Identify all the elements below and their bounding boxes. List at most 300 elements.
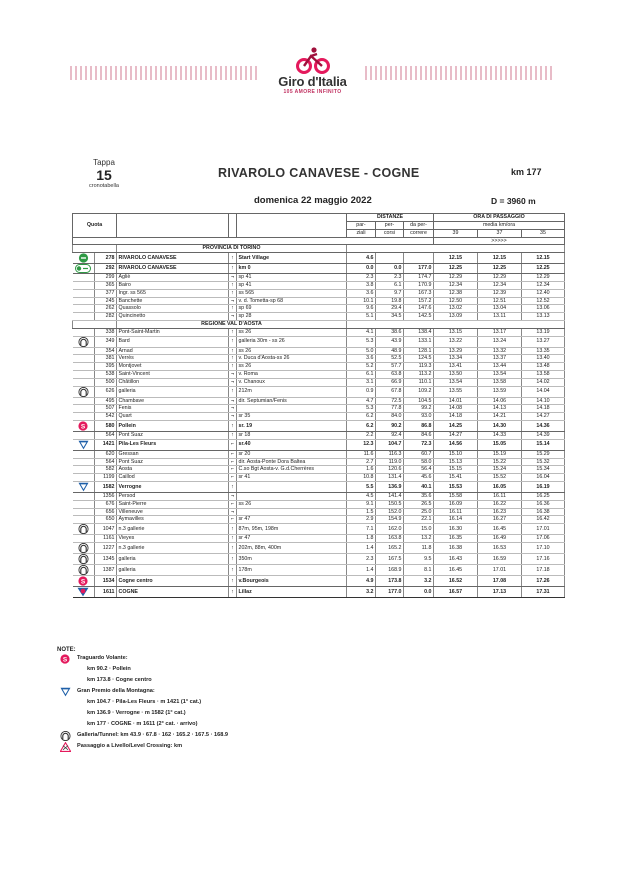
time-37: 12.34 <box>478 281 522 289</box>
time-35: 15.14 <box>522 439 565 450</box>
partial-km: 3.2 <box>347 586 376 597</box>
time-37: 13.24 <box>478 336 522 347</box>
road-info: sr 41 <box>237 474 347 482</box>
row-marker <box>73 297 95 305</box>
road-info: 350m <box>237 553 347 564</box>
table-row <box>73 431 565 439</box>
road-info: sr. 19 <box>237 420 347 431</box>
row-marker <box>73 535 95 543</box>
time-39: 13.34 <box>434 355 478 363</box>
place-name: Chambave <box>117 397 229 405</box>
note-tunnel <box>57 730 527 741</box>
table-row <box>73 378 565 386</box>
kom-title: Gran Premio della Montagna: <box>77 688 155 694</box>
place-name: Châtillon <box>117 378 229 386</box>
time-37: 17.08 <box>478 575 522 586</box>
table-row <box>73 450 565 458</box>
region-spacer <box>347 245 565 253</box>
covered-km: 0.0 <box>376 264 404 274</box>
direction-marker: ↑ <box>229 431 237 439</box>
place-name: n.3 gallerie <box>117 524 229 535</box>
partial-km: 7.1 <box>347 524 376 535</box>
road-info: sp 41 <box>237 274 347 282</box>
partial-km: 2.9 <box>347 516 376 524</box>
tunnel-icon <box>78 554 89 564</box>
table-row <box>73 328 565 336</box>
road-info: sr.40 <box>237 439 347 450</box>
place-name: Pila-Les Fleurs <box>117 439 229 450</box>
direction-marker: ↑ <box>229 347 237 355</box>
header-direction <box>229 214 237 238</box>
remaining-km: 93.0 <box>404 413 434 421</box>
covered-km: 77.8 <box>376 405 404 413</box>
place-name: Aosta <box>117 466 229 474</box>
road-info: 178m <box>237 564 347 575</box>
time-37: 12.39 <box>478 289 522 297</box>
road-info <box>237 481 347 492</box>
table-row <box>73 305 565 313</box>
covered-km: 48.9 <box>376 347 404 355</box>
road-info: 87m, 95m, 198m <box>237 524 347 535</box>
direction-marker: ¬ <box>229 492 237 500</box>
covered-km: 120.6 <box>376 466 404 474</box>
time-39: 13.29 <box>434 347 478 355</box>
table-row <box>73 564 565 575</box>
place-name: Bard <box>117 336 229 347</box>
time-39: 16.45 <box>434 564 478 575</box>
note-kom <box>57 686 527 697</box>
time-39: 12.34 <box>434 281 478 289</box>
road-info: v. Roma <box>237 370 347 378</box>
region-header-row <box>73 245 565 253</box>
table-row <box>73 264 565 274</box>
row-marker <box>73 313 95 321</box>
crossing-note: Passaggio a Livello/Level Crossing: km <box>77 743 183 749</box>
partial-km: 10.8 <box>347 474 376 482</box>
time-35: 14.18 <box>522 405 565 413</box>
row-marker <box>73 355 95 363</box>
time-35: 14.27 <box>522 413 565 421</box>
time-35: 14.39 <box>522 431 565 439</box>
time-35: 17.10 <box>522 542 565 553</box>
time-37: 14.13 <box>478 405 522 413</box>
partial-km: 1.5 <box>347 508 376 516</box>
header-distanze: DISTANZE <box>347 214 434 222</box>
direction-marker: ⌐ <box>229 500 237 508</box>
altitude: 282 <box>95 313 117 321</box>
brand-title: Giro d'Italia <box>278 74 347 89</box>
altitude: 626 <box>95 386 117 397</box>
time-39: 16.30 <box>434 524 478 535</box>
table-row <box>73 405 565 413</box>
altitude: 1345 <box>95 553 117 564</box>
time-37: 17.13 <box>478 586 522 597</box>
stage-distance: km 177 <box>511 167 542 177</box>
covered-km: 43.9 <box>376 336 404 347</box>
row-marker <box>73 397 95 405</box>
remaining-km: 109.2 <box>404 386 434 397</box>
road-info: v. d. Tometta-sp 68 <box>237 297 347 305</box>
remaining-km: 110.1 <box>404 378 434 386</box>
direction-marker: ¬ <box>229 413 237 421</box>
remaining-km: 167.3 <box>404 289 434 297</box>
time-39: 12.25 <box>434 264 478 274</box>
covered-km: 84.0 <box>376 413 404 421</box>
time-39: 14.18 <box>434 413 478 421</box>
road-info: sp 28 <box>237 313 347 321</box>
place-name: Ingr. ss 565 <box>117 289 229 297</box>
tunnel-icon <box>78 524 89 534</box>
direction-marker: ¬ <box>229 405 237 413</box>
partial-km: 3.6 <box>347 289 376 297</box>
remaining-km: 113.2 <box>404 370 434 378</box>
partial-km: 4.5 <box>347 492 376 500</box>
altitude: 620 <box>95 450 117 458</box>
altitude: 354 <box>95 347 117 355</box>
banner-stripes-right <box>365 66 555 80</box>
stage-block <box>74 158 134 189</box>
time-35: 12.29 <box>522 274 565 282</box>
time-35: 17.18 <box>522 564 565 575</box>
place-name: Saint-Vincent <box>117 370 229 378</box>
covered-km: 119.0 <box>376 458 404 466</box>
place-name: galleria <box>117 386 229 397</box>
time-35: 12.40 <box>522 289 565 297</box>
time-39: 16.52 <box>434 575 478 586</box>
time-39: 13.54 <box>434 378 478 386</box>
covered-km: 177.0 <box>376 586 404 597</box>
covered-km: 92.4 <box>376 431 404 439</box>
table-row <box>73 492 565 500</box>
partial-km: 2.3 <box>347 553 376 564</box>
time-37: 13.58 <box>478 378 522 386</box>
direction-marker: ¬ <box>229 370 237 378</box>
partial-km: 6.2 <box>347 413 376 421</box>
header-orario: ORA DI PASSAGGIO <box>434 214 565 222</box>
partial-km: 4.7 <box>347 397 376 405</box>
remaining-km: 45.6 <box>404 474 434 482</box>
remaining-km: 174.7 <box>404 274 434 282</box>
time-37: 13.04 <box>478 305 522 313</box>
remaining-km: 22.1 <box>404 516 434 524</box>
remaining-km: 138.4 <box>404 328 434 336</box>
remaining-km: 157.2 <box>404 297 434 305</box>
time-35: 14.36 <box>522 420 565 431</box>
table-row <box>73 474 565 482</box>
row-marker <box>73 253 95 264</box>
altitude: 349 <box>95 336 117 347</box>
remaining-km: 119.3 <box>404 363 434 371</box>
time-39: 13.15 <box>434 328 478 336</box>
direction-marker: ↑ <box>229 328 237 336</box>
tunnel-icon <box>78 337 89 347</box>
time-39: 13.22 <box>434 336 478 347</box>
time-35: 16.04 <box>522 474 565 482</box>
row-marker <box>73 328 95 336</box>
place-name: Agliè <box>117 274 229 282</box>
direction-marker: ↑ <box>229 542 237 553</box>
road-info <box>237 405 347 413</box>
partial-km: 9.1 <box>347 500 376 508</box>
place-name: Verrès <box>117 355 229 363</box>
place-name: Bairo <box>117 281 229 289</box>
direction-marker: ↑ <box>229 305 237 313</box>
remaining-km: 8.1 <box>404 564 434 575</box>
table-row <box>73 466 565 474</box>
altitude: 507 <box>95 405 117 413</box>
time-37: 13.59 <box>478 386 522 397</box>
road-info: Lillaz <box>237 586 347 597</box>
altitude: 377 <box>95 289 117 297</box>
remaining-km: 128.1 <box>404 347 434 355</box>
row-marker <box>73 466 95 474</box>
altitude: 1582 <box>95 481 117 492</box>
table-row <box>73 313 565 321</box>
header-speed-37: 37 <box>478 229 522 237</box>
remaining-km: 142.5 <box>404 313 434 321</box>
time-39: 16.35 <box>434 535 478 543</box>
kom-item: km 136.9 · Verrogne · m 1582 (1° cat.) <box>87 710 186 716</box>
time-37: 15.52 <box>478 474 522 482</box>
direction-marker: ↑ <box>229 281 237 289</box>
time-37: 15.22 <box>478 458 522 466</box>
remaining-km: 25.0 <box>404 508 434 516</box>
region-spacer <box>347 320 565 328</box>
row-marker <box>73 564 95 575</box>
time-39: 15.58 <box>434 492 478 500</box>
altitude: 1421 <box>95 439 117 450</box>
table-row <box>73 281 565 289</box>
row-marker <box>73 281 95 289</box>
partial-km: 6.2 <box>347 420 376 431</box>
kom-item: km 104.7 · Pila-Les Fleurs · m 1421 (1° cat.) <box>87 699 202 705</box>
table-row <box>73 575 565 586</box>
place-name: Montjovet <box>117 363 229 371</box>
header-arrows: >>>>> <box>434 237 565 245</box>
covered-km <box>376 253 404 264</box>
altitude: 262 <box>95 305 117 313</box>
altitude: 1356 <box>95 492 117 500</box>
time-37: 16.59 <box>478 553 522 564</box>
time-35: 17.06 <box>522 535 565 543</box>
direction-marker: ↑ <box>229 481 237 492</box>
remaining-km: 15.0 <box>404 524 434 535</box>
covered-km: 173.8 <box>376 575 404 586</box>
table-row <box>73 586 565 597</box>
time-37: 13.54 <box>478 370 522 378</box>
place-name: galleria <box>117 564 229 575</box>
table-row <box>73 553 565 564</box>
header-speed-39: 39 <box>434 229 478 237</box>
road-info: v. Chanoux <box>237 378 347 386</box>
kom-item: km 177 · COGNE · m 1611 (2° cat. · arrivo) <box>87 721 198 727</box>
row-marker <box>73 289 95 297</box>
region-header-row <box>73 320 565 328</box>
time-39: 12.50 <box>434 297 478 305</box>
header-parziali-b: ziali <box>347 229 376 237</box>
altitude: 580 <box>95 420 117 431</box>
partial-km: 10.1 <box>347 297 376 305</box>
direction-marker: ↑ <box>229 564 237 575</box>
time-39: 15.10 <box>434 450 478 458</box>
table-row <box>73 535 565 543</box>
altitude: 1534 <box>95 575 117 586</box>
covered-km: 152.0 <box>376 508 404 516</box>
covered-km: 168.9 <box>376 564 404 575</box>
time-39: 13.55 <box>434 386 478 397</box>
row-marker <box>73 542 95 553</box>
header-road <box>237 214 347 238</box>
table-row <box>73 347 565 355</box>
header-percorsi-b: corsi <box>376 229 404 237</box>
region-name: PROVINCIA DI TORINO <box>117 245 347 253</box>
row-marker <box>73 405 95 413</box>
direction-marker: ¬ <box>229 297 237 305</box>
time-37: 13.11 <box>478 313 522 321</box>
covered-km: 116.3 <box>376 450 404 458</box>
remaining-km: 60.7 <box>404 450 434 458</box>
road-info: dir. Septumian/Fenis <box>237 397 347 405</box>
place-name: Arnad <box>117 347 229 355</box>
time-37: 16.23 <box>478 508 522 516</box>
direction-marker: ⌐ <box>229 516 237 524</box>
road-info <box>237 492 347 500</box>
time-39: 12.15 <box>434 253 478 264</box>
place-name: RIVAROLO CANAVESE <box>117 264 229 274</box>
covered-km: 104.7 <box>376 439 404 450</box>
stage-number: 15 <box>96 167 112 183</box>
road-info: galleria 30m - ss 26 <box>237 336 347 347</box>
row-marker <box>73 474 95 482</box>
row-marker <box>73 450 95 458</box>
table-row <box>73 274 565 282</box>
region-spacer <box>73 245 117 253</box>
time-39: 16.57 <box>434 586 478 597</box>
time-37: 14.21 <box>478 413 522 421</box>
time-39: 15.13 <box>434 458 478 466</box>
altitude: 395 <box>95 363 117 371</box>
time-37: 16.22 <box>478 500 522 508</box>
remaining-km: 56.4 <box>404 466 434 474</box>
partial-km: 3.8 <box>347 281 376 289</box>
remaining-km <box>404 253 434 264</box>
time-35: 13.35 <box>522 347 565 355</box>
place-name: Villeneuve <box>117 508 229 516</box>
row-marker <box>73 500 95 508</box>
header-percorsi-a: per- <box>376 222 404 230</box>
tunnel-note: Galleria/Tunnel: km 43.9 · 67.8 · 162 · 165.2 · 167.5 · 168.9 <box>77 732 229 738</box>
time-39: 14.27 <box>434 431 478 439</box>
time-39: 16.09 <box>434 500 478 508</box>
direction-marker: ↑ <box>229 264 237 274</box>
time-39: 14.25 <box>434 420 478 431</box>
partial-km: 3.1 <box>347 378 376 386</box>
time-39: 16.38 <box>434 542 478 553</box>
direction-marker: ↑ <box>229 363 237 371</box>
direction-marker: ¬ <box>229 397 237 405</box>
time-37: 12.25 <box>478 264 522 274</box>
partial-km: 1.4 <box>347 542 376 553</box>
time-37: 16.45 <box>478 524 522 535</box>
giro-logo <box>263 46 363 95</box>
covered-km: 63.8 <box>376 370 404 378</box>
road-info: sr 47 <box>237 535 347 543</box>
covered-km: 141.4 <box>376 492 404 500</box>
time-37: 16.53 <box>478 542 522 553</box>
partial-km: 5.3 <box>347 336 376 347</box>
road-info: Start Village <box>237 253 347 264</box>
table-row <box>73 386 565 397</box>
notes-section <box>57 647 527 752</box>
svg-text:S: S <box>81 578 86 586</box>
time-39: 12.38 <box>434 289 478 297</box>
time-35: 12.15 <box>522 253 565 264</box>
time-39: 16.43 <box>434 553 478 564</box>
row-marker <box>73 431 95 439</box>
time-35: 15.32 <box>522 458 565 466</box>
row-marker <box>73 439 95 450</box>
schedule-table <box>72 213 565 598</box>
time-37: 16.27 <box>478 516 522 524</box>
row-marker <box>73 336 95 347</box>
svg-text:S: S <box>81 423 86 431</box>
time-39: 14.56 <box>434 439 478 450</box>
kom-icon <box>78 440 89 450</box>
covered-km: 9.7 <box>376 289 404 297</box>
time-35: 15.29 <box>522 450 565 458</box>
covered-km: 6.1 <box>376 281 404 289</box>
remaining-km: 99.2 <box>404 405 434 413</box>
partial-km: 4.1 <box>347 328 376 336</box>
place-name: Quassolo <box>117 305 229 313</box>
partial-km: 0.9 <box>347 386 376 397</box>
time-39: 16.11 <box>434 508 478 516</box>
covered-km: 2.3 <box>376 274 404 282</box>
covered-km: 150.5 <box>376 500 404 508</box>
altitude: 500 <box>95 378 117 386</box>
tunnel-icon <box>57 730 73 741</box>
direction-marker: ¬ <box>229 508 237 516</box>
time-37: 15.05 <box>478 439 522 450</box>
covered-km: 19.8 <box>376 297 404 305</box>
header-arrivo-a: da per- <box>404 222 434 230</box>
remaining-km: 58.0 <box>404 458 434 466</box>
altitude: 582 <box>95 466 117 474</box>
road-info: ss 26 <box>237 363 347 371</box>
altitude: 1387 <box>95 564 117 575</box>
row-marker <box>73 378 95 386</box>
covered-km: 67.8 <box>376 386 404 397</box>
altitude: 245 <box>95 297 117 305</box>
partial-km: 5.0 <box>347 347 376 355</box>
time-35: 14.02 <box>522 378 565 386</box>
cyclist-logo-icon <box>295 46 331 74</box>
road-info: v. Duca d'Aosta-ss 26 <box>237 355 347 363</box>
road-info: dir. Aosta-Ponte Dora Baltea <box>237 458 347 466</box>
place-name: Pont Suaz <box>117 431 229 439</box>
partial-km: 1.4 <box>347 564 376 575</box>
place-name: Banchette <box>117 297 229 305</box>
covered-km: 165.2 <box>376 542 404 553</box>
note-sprint <box>57 653 527 664</box>
time-35: 13.19 <box>522 328 565 336</box>
table-row <box>73 516 565 524</box>
altitude: 1199 <box>95 474 117 482</box>
place-name: Quincinetto <box>117 313 229 321</box>
row-marker <box>73 508 95 516</box>
remaining-km: 177.0 <box>404 264 434 274</box>
road-info: ss 26 <box>237 500 347 508</box>
